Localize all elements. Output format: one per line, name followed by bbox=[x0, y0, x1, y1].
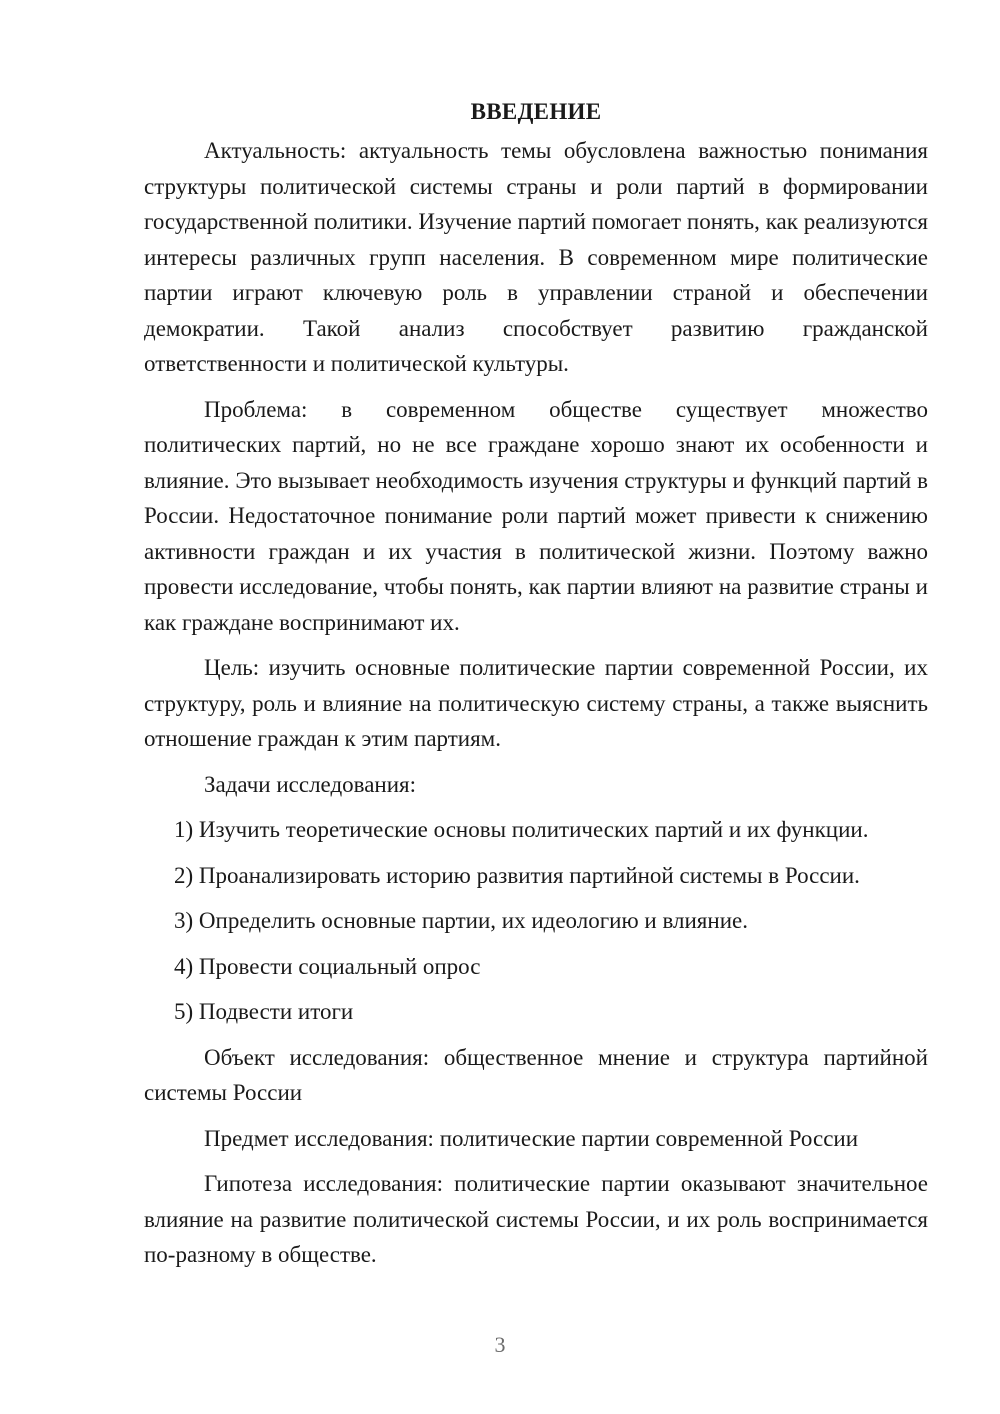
paragraph-goal: Цель: изучить основные политические партии современной России, их структуру, роль и влияние на политическую систему страны, а также выяснить отношение граждан к этим партиям. bbox=[144, 655, 928, 751]
list-item: 5) Подвести итоги bbox=[174, 999, 354, 1024]
list-item: 3) Определить основные партии, их идеологию и влияние. bbox=[174, 908, 748, 933]
paragraph-subject: Предмет исследования: политические партии современной России bbox=[204, 1125, 859, 1151]
section-title: ВВЕДЕНИЕ bbox=[470, 99, 602, 124]
page-number: 3 bbox=[494, 1332, 506, 1357]
list-item: 2) Проанализировать историю развития партийной системы в России. bbox=[174, 862, 860, 888]
paragraph-tasks-heading: Задачи исследования: bbox=[204, 771, 417, 797]
paragraph-problem: Проблема: в современном обществе существует множество политических партий, но не все граждане хорошо знают их особенности и влияние. Это вызывает необходимость изучения структуры и функций партий в России. Недостаточное понимание роли партий может привести к снижению активности граждан и их участия в политической жизни. Поэтому важно провести исследование, чтобы понять, как партии влияют на развитие страны и как граждане воспринимают их. bbox=[144, 396, 928, 635]
document-page bbox=[144, 94, 928, 1283]
tasks-list bbox=[144, 812, 928, 1030]
paragraph-hypothesis: Гипотеза исследования: политические партии оказывают значительное влияние на развитие политической системы России, и их роль воспринимается по-разному в обществе. bbox=[144, 1171, 928, 1267]
paragraph-relevance: Актуальность: актуальность темы обусловлена важностью понимания структуры политической системы страны и роли партий в формировании государственной политики. Изучение партий помогает понять, как реализуются интересы различных групп населения. В современном мире политические партии играют ключевую роль в управлении страной и обеспечении демократии. Такой анализ способствует развитию гражданской ответственности и политической культуры. bbox=[144, 138, 928, 376]
list-item: 4) Провести социальный опрос bbox=[174, 953, 481, 979]
paragraph-object: Объект исследования: общественное мнение и структура партийной системы России bbox=[144, 1044, 928, 1105]
list-item: 1) Изучить теоретические основы политических партий и их функции. bbox=[174, 817, 869, 842]
